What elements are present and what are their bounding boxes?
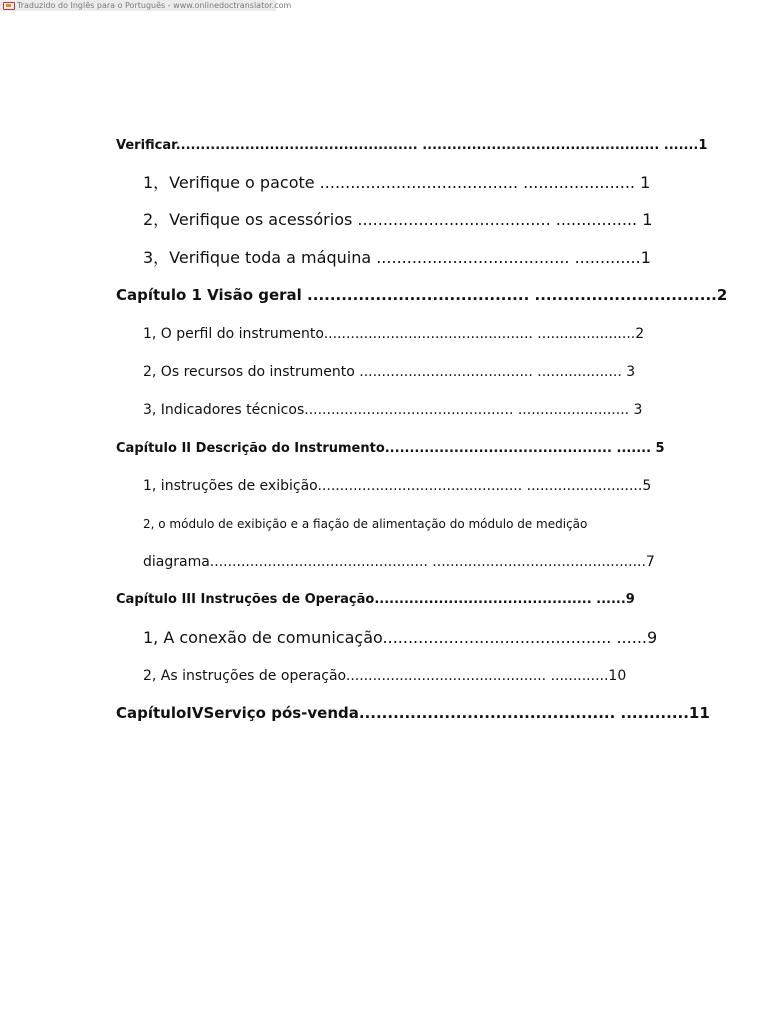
toc-entry-conexao-comunicacao: 1, A conexão de comunicação............................................. ......9 <box>143 628 658 647</box>
toc-entry-modulo-exibicao: 2, o módulo de exibição e a fiação de alimentação do módulo de medição <box>143 517 588 531</box>
toc-entry-verifique-acessorios: 2，Verifique os acessórios ...................................... ................ 1 <box>143 210 653 229</box>
toc-entry-instrucoes-exibicao: 1, instruções de exibição.............................................. ..........................5 <box>143 478 652 494</box>
toc-entry-perfil-instrumento: 1, O perfil do instrumento............................................... ......................2 <box>143 326 645 342</box>
toc-entry-capitulo-4: CapítuloIVServiço pós-venda............................................. ............11 <box>116 704 710 722</box>
toc-entry-recursos-instrumento: 2, Os recursos do instrumento ....................................... ................... 3 <box>143 364 636 380</box>
toc-entry-indicadores-tecnicos: 3, Indicadores técnicos............................................... ......................... 3 <box>143 402 643 418</box>
toc-entry-capitulo-2: Capítulo II Descrição do Instrumento.............................................. ....... 5 <box>116 441 665 456</box>
toc-entry-capitulo-3: Capítulo III Instruções de Operação............................................ ......9 <box>116 592 635 607</box>
toc-entry-capitulo-1: Capítulo 1 Visão geral ....................................... ................................2 <box>116 286 728 304</box>
toc-entry-diagrama: diagrama................................................. ................................................7 <box>143 554 655 570</box>
toc-entry-instrucoes-operacao: 2, As instruções de operação............................................. .............10 <box>143 668 627 684</box>
translator-banner[interactable] <box>0 0 292 11</box>
document-translator-icon <box>3 2 15 10</box>
toc-entry-verifique-maquina: 3，Verifique toda a máquina ...................................... .............1 <box>143 248 651 267</box>
translator-banner-text[interactable]: Traduzido do Inglês para o Português - www.onlinedoctranslator.com <box>17 1 292 10</box>
toc-entry-verificar: Verificar................................................. ................................................ .......1 <box>116 138 708 153</box>
toc-entry-verifique-pacote: 1，Verifique o pacote ....................................... ...................... 1 <box>143 173 651 192</box>
